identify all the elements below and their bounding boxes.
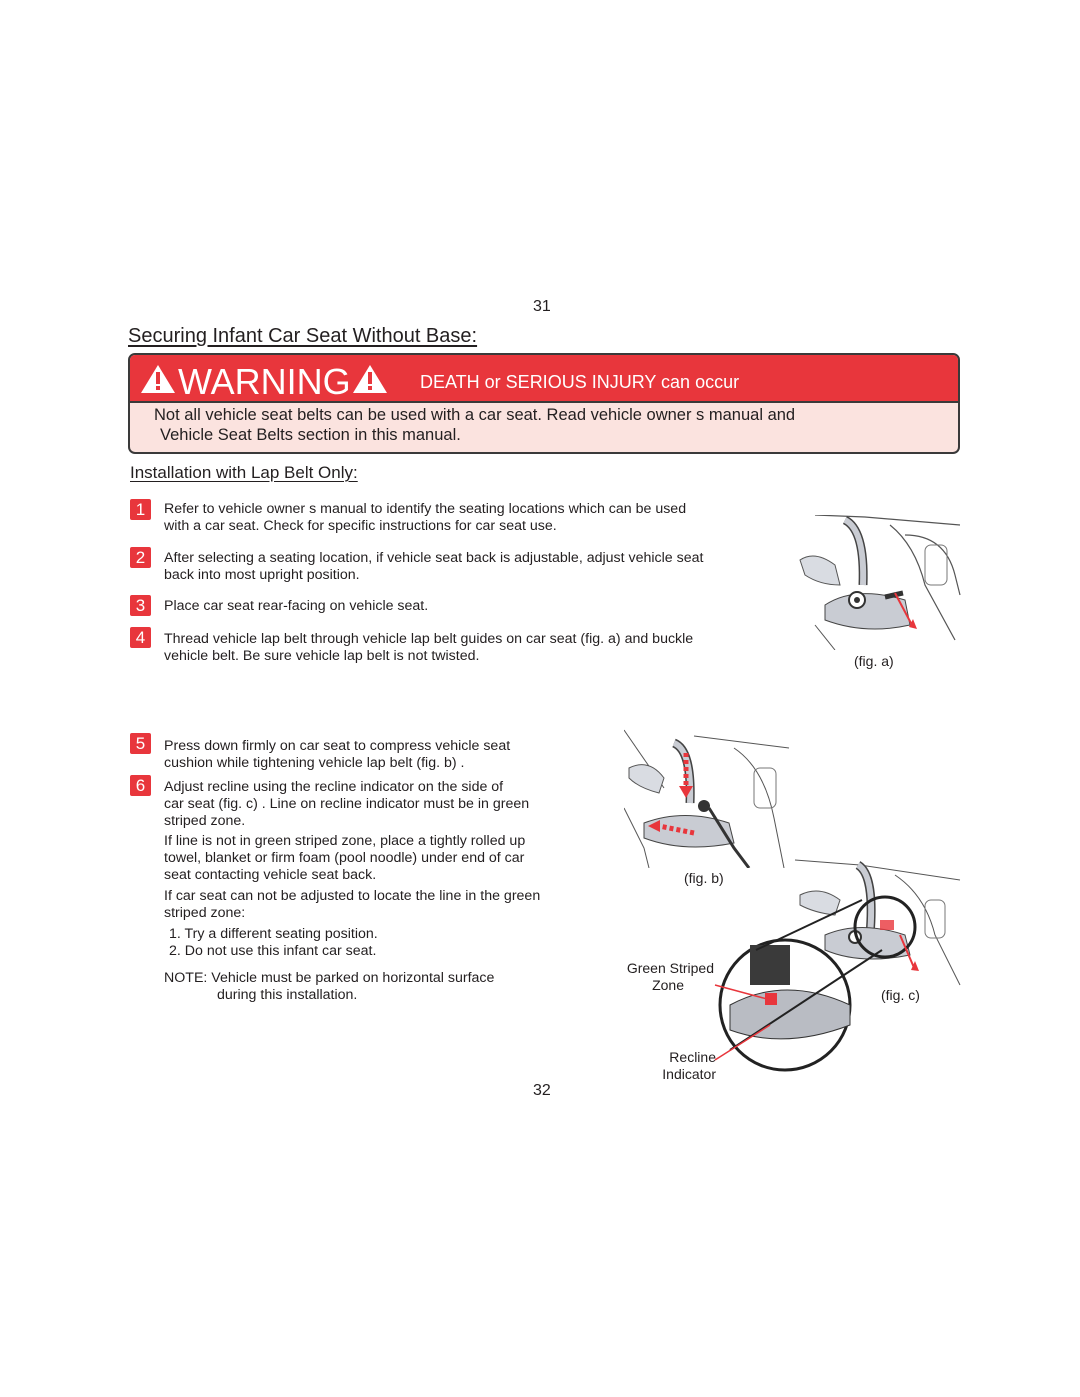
paragraph-line: seat contacting vehicle seat back.: [164, 867, 377, 883]
figure-a-illustration: [795, 515, 963, 650]
paragraph-line: towel, blanket or firm foam (pool noodle) under end of car: [164, 850, 525, 866]
figure-b-caption: (fig. b): [684, 870, 724, 886]
note-line: during this installation.: [217, 987, 358, 1003]
warning-triangle-icon: [140, 364, 176, 394]
step-badge: 6: [130, 775, 151, 796]
step-badge: 1: [130, 499, 151, 520]
warning-bar: [130, 355, 958, 403]
step-line: Adjust recline using the recline indicator on the side of: [164, 779, 504, 795]
warning-subtitle: DEATH or SERIOUS INJURY can occur: [420, 372, 740, 392]
paragraph-line: If line is not in green striped zone, place a tightly rolled up: [164, 833, 526, 849]
callout-green-striped-zone: [604, 960, 714, 994]
warning-box: [128, 353, 960, 454]
step-text: [164, 631, 693, 665]
note: [164, 970, 494, 1004]
callout-line: Green Striped: [626, 960, 714, 976]
callout-line: Recline: [669, 1049, 716, 1065]
step-line: car seat (fig. c) . Line on recline indicator must be in green: [164, 796, 530, 812]
warning-text-line: Not all vehicle seat belts can be used with a car seat. Read vehicle owner s manual and: [154, 406, 796, 424]
callout-line: Indicator: [662, 1066, 716, 1082]
figure-c-caption: (fig. c): [881, 987, 920, 1003]
step-line: Thread vehicle lap belt through vehicle lap belt guides on car seat (fig. a) and buckle: [164, 631, 694, 647]
step-text: [164, 779, 529, 830]
note-line: NOTE: Vehicle must be parked on horizontal surface: [164, 970, 495, 986]
warning-text-line: Vehicle Seat Belts section in this manual.: [160, 426, 461, 444]
page-number-top: 31: [533, 298, 551, 315]
callout-line: Zone: [652, 977, 684, 993]
callout-recline-indicator: [604, 1049, 716, 1083]
paragraph-line: If car seat can not be adjusted to locate the line in the green: [164, 888, 541, 904]
step-line: Press down firmly on car seat to compress vehicle seat: [164, 738, 511, 754]
warning-text: [154, 405, 934, 445]
step-line: Place car seat rear-facing on vehicle seat.: [164, 598, 429, 614]
step-text: [164, 501, 686, 535]
paragraph-line: striped zone:: [164, 905, 246, 921]
warning-title: WARNING: [178, 361, 351, 402]
list-item: 2. Do not use this infant car seat.: [169, 943, 377, 959]
step-line: vehicle belt. Be sure vehicle lap belt is not twisted.: [164, 648, 480, 664]
warning-triangle-icon: [352, 364, 388, 394]
step-line: cushion while tightening vehicle lap belt (fig. b) .: [164, 755, 465, 771]
section-heading: Securing Infant Car Seat Without Base:: [128, 325, 478, 347]
step-text: [164, 598, 428, 615]
step-badge: 3: [130, 595, 151, 616]
step-line: After selecting a seating location, if vehicle seat back is adjustable, adjust vehicle seat: [164, 550, 704, 566]
figure-a-caption: (fig. a): [854, 653, 894, 669]
step-badge: 2: [130, 547, 151, 568]
subheading: Installation with Lap Belt Only:: [130, 463, 358, 482]
step-text: [164, 550, 703, 584]
figure-c-illustration: [710, 855, 965, 1090]
step-line: striped zone.: [164, 813, 246, 829]
step-line: Refer to vehicle owner s manual to identify the seating locations which can be used: [164, 501, 687, 517]
paragraph-cannot-adjust: [164, 888, 540, 922]
step-badge: 4: [130, 627, 151, 648]
step-line: with a car seat. Check for specific instructions for car seat use.: [164, 518, 557, 534]
list-item: 1. Try a different seating position.: [169, 926, 378, 942]
paragraph-green-zone: [164, 833, 525, 884]
step-line: back into most upright position.: [164, 567, 360, 583]
figure-b-illustration: [624, 728, 792, 868]
options-list: [169, 926, 378, 960]
step-badge: 5: [130, 733, 151, 754]
page-number-bottom: 32: [533, 1082, 551, 1099]
step-text: [164, 738, 510, 772]
